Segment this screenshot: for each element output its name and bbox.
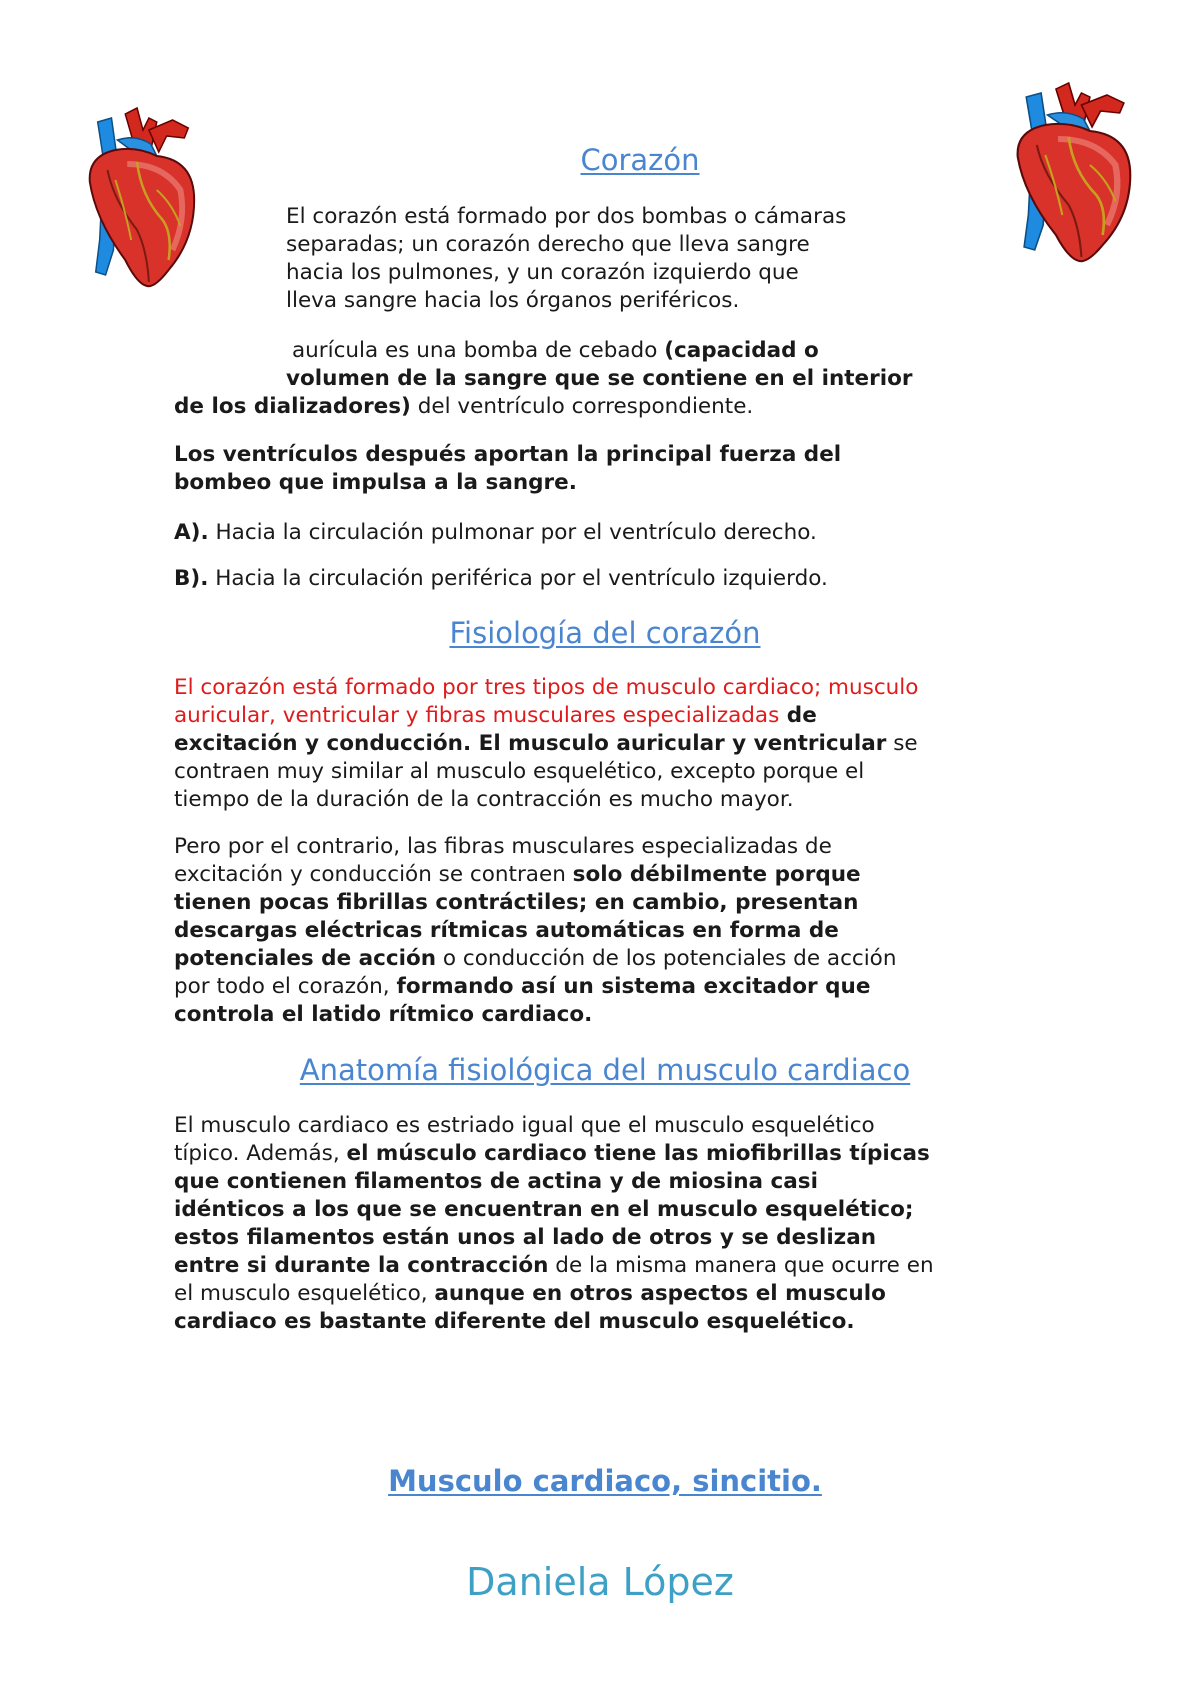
bold-run: de los dializadores) xyxy=(174,394,411,419)
text-run: excitación y conducción se contraen xyxy=(174,862,573,887)
bold-run: excitación y conducción. El musculo auricular y ventricular xyxy=(174,731,887,756)
author-name: Daniela López xyxy=(466,1560,734,1604)
bold-run: controla el latido rítmico cardiaco. xyxy=(174,1002,593,1027)
text-line xyxy=(174,730,918,758)
bold-run: bombeo que impulsa a la sangre. xyxy=(174,470,577,495)
text-line: tiempo de la duración de la contracción es mucho mayor. xyxy=(174,787,794,812)
intro-paragraph xyxy=(286,203,846,315)
bold-run: idénticos a los que se encuentran en el musculo esquelético; xyxy=(174,1197,914,1222)
bold-run: el músculo cardiaco tiene las miofibrillas típicas xyxy=(346,1141,930,1166)
text-line: contraen muy similar al musculo esquelético, excepto porque el xyxy=(174,759,865,784)
bold-run: estos filamentos están unos al lado de otros y se deslizan xyxy=(174,1225,877,1250)
text-line xyxy=(174,441,841,469)
text-line: Pero por el contrario, las fibras musculares especializadas de xyxy=(174,834,832,859)
bold-run: volumen de la sangre que se contiene en el interior xyxy=(286,366,913,391)
bold-run: formando así un sistema excitador que xyxy=(396,974,871,999)
text-run: por todo el corazón, xyxy=(174,974,397,999)
text-run: o conducción de los potenciales de acción xyxy=(436,946,897,971)
bold-run: potenciales de acción xyxy=(174,946,437,971)
heart-illustration-icon xyxy=(1005,75,1143,265)
section-heading-sincitio: Musculo cardiaco, sincitio. xyxy=(388,1464,822,1498)
bold-run: solo débilmente porque xyxy=(572,862,861,887)
text-line xyxy=(174,393,912,421)
list-item-text: Hacia la circulación periférica por el ventrículo izquierdo. xyxy=(208,566,828,591)
text-line xyxy=(174,1001,896,1029)
text-line xyxy=(174,702,918,730)
bold-run: cardiaco es bastante diferente del musculo esquelético. xyxy=(174,1309,855,1334)
bold-run: aunque en otros aspectos el musculo xyxy=(434,1281,886,1306)
text-line xyxy=(174,337,912,365)
list-marker: A). xyxy=(174,520,209,545)
bold-run: entre si durante la contracción xyxy=(174,1253,549,1278)
fisiologia-paragraph-1 xyxy=(174,674,918,814)
text-run: aurícula es una bomba de cebado xyxy=(292,338,665,363)
bold-run: de xyxy=(779,703,817,728)
text-run: típico. Además, xyxy=(174,1141,347,1166)
text-line: El corazón está formado por dos bombas o cámaras xyxy=(286,204,847,229)
text-line xyxy=(174,1140,934,1168)
heart-illustration-icon xyxy=(78,100,206,290)
text-line xyxy=(174,1224,934,1252)
text-line xyxy=(174,1196,934,1224)
ventriculos-paragraph xyxy=(174,441,841,497)
bold-run: (capacidad o xyxy=(664,338,819,363)
text-line xyxy=(174,945,896,973)
fisiologia-paragraph-2 xyxy=(174,833,896,1029)
section-heading-anatomia: Anatomía fisiológica del musculo cardiaco xyxy=(299,1053,911,1087)
list-marker: B). xyxy=(174,566,209,591)
auricula-paragraph xyxy=(174,337,912,421)
list-item xyxy=(174,519,817,547)
text-line: hacia los pulmones, y un corazón izquierdo que xyxy=(286,260,799,285)
anatomia-paragraph xyxy=(174,1112,934,1336)
text-line: lleva sangre hacia los órganos periféricos. xyxy=(286,288,740,313)
text-line xyxy=(174,365,912,393)
text-run: se xyxy=(886,731,918,756)
text-line: El corazón está formado por tres tipos de musculo cardiaco; musculo xyxy=(174,675,919,700)
text-line: El musculo cardiaco es estriado igual que el musculo esquelético xyxy=(174,1113,875,1138)
list-item-text: Hacia la circulación pulmonar por el ventrículo derecho. xyxy=(208,520,817,545)
text-line xyxy=(174,889,896,917)
text-run: de la misma manera que ocurre en xyxy=(548,1253,934,1278)
bold-run: descargas eléctricas rítmicas automáticas en forma de xyxy=(174,918,839,943)
text-line: separadas; un corazón derecho que lleva sangre xyxy=(286,232,810,257)
bold-run: que contienen filamentos de actina y de miosina casi xyxy=(174,1169,818,1194)
text-line xyxy=(174,1280,934,1308)
text-line xyxy=(174,1308,934,1336)
text-line xyxy=(174,1252,934,1280)
text-line xyxy=(174,973,896,1001)
section-heading-fisiologia: Fisiología del corazón xyxy=(449,616,761,650)
bold-run: tienen pocas fibrillas contráctiles; en cambio, presentan xyxy=(174,890,859,915)
text-line xyxy=(174,1168,934,1196)
text-run: el musculo esquelético, xyxy=(174,1281,435,1306)
text-line xyxy=(174,861,896,889)
red-run: auricular, ventricular y fibras musculares especializadas xyxy=(174,703,780,728)
bold-run: Los ventrículos después aportan la principal fuerza del xyxy=(174,442,842,467)
page-title: Corazón xyxy=(580,143,700,177)
list-item xyxy=(174,565,828,593)
text-line xyxy=(174,469,841,497)
text-run: del ventrículo correspondiente. xyxy=(410,394,754,419)
text-line xyxy=(174,917,896,945)
